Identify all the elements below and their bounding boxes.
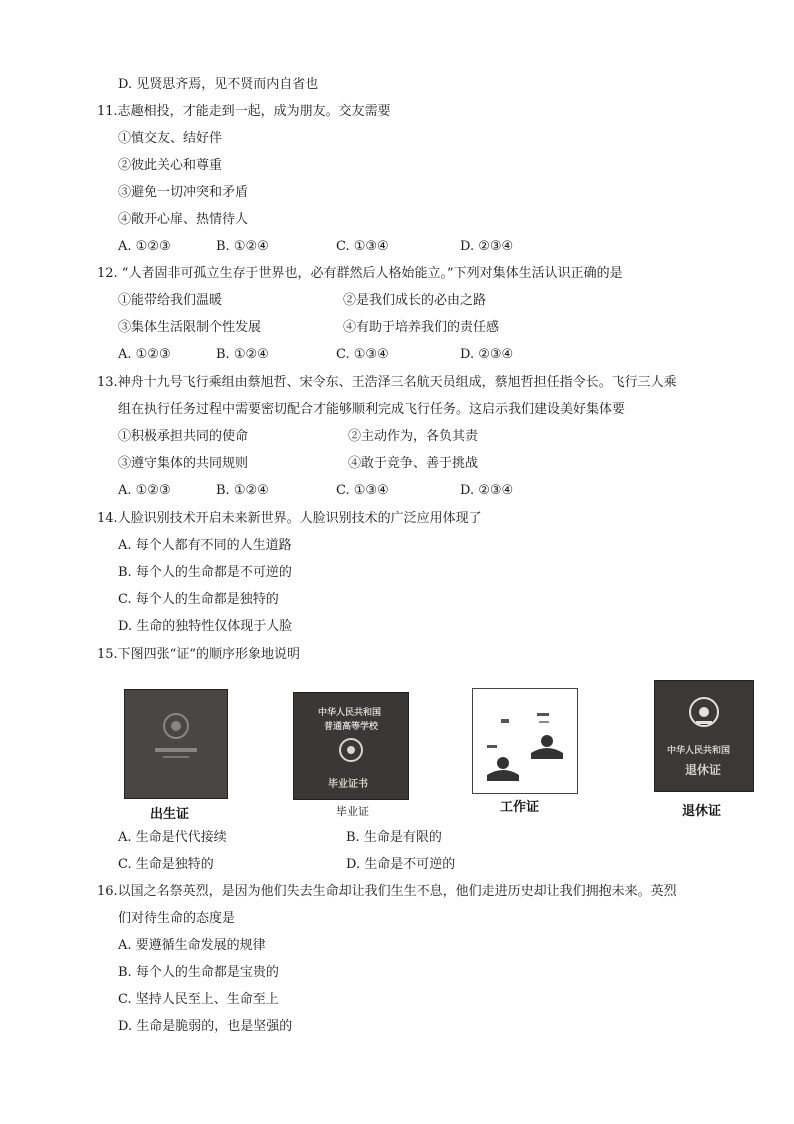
national-emblem-icon	[687, 695, 721, 729]
q12-option-a: A. ①②③	[118, 347, 171, 362]
q14-option-b: B. 每个人的生命都是不可逆的	[118, 565, 292, 580]
work-id-caption: 工作证	[500, 800, 540, 815]
q11-statement-4: ④敞开心扉、热情待人	[118, 212, 249, 227]
q11-statement-3: ③避免一切冲突和矛盾	[118, 185, 249, 200]
question-11: 11.志趣相投，才能走到一起，成为朋友。交友需要	[97, 104, 391, 119]
national-emblem-icon	[338, 737, 364, 763]
graduation-certificate-caption: 毕业证	[336, 805, 369, 818]
q13-statement-2: ②主动作为，各负其责	[348, 429, 479, 444]
question-13-line-1: 13.神舟十九号飞行乘组由蔡旭哲、宋令东、王浩泽三名航天员组成，蔡旭哲担任指令长。飞行三人乘	[97, 375, 677, 390]
q12-statement-4: ④有助于培养我们的责任感	[343, 320, 500, 335]
q13-statement-1: ①积极承担共同的使命	[118, 429, 249, 444]
q16-option-c: C. 坚持人民至上、生命至上	[118, 992, 279, 1007]
question-16-line-1: 16.以国之名祭英烈，是因为他们失去生命却让我们生生不息，他们走进历史却让我们拥抱未来。英烈	[97, 884, 677, 899]
q11-option-a: A. ①②③	[118, 239, 171, 254]
q13-statement-4: ④敢于竞争、善于挑战	[348, 456, 479, 471]
q15-option-b: B. 生命是有限的	[346, 830, 442, 845]
question-15: 15.下图四张“证”的顺序形象地说明	[97, 647, 300, 662]
q12-statement-1: ①能带给我们温暖	[118, 293, 223, 308]
q15-option-c: C. 生命是独特的	[118, 857, 214, 872]
q13-option-d: D. ②③④	[460, 483, 514, 498]
q11-option-b: B. ①②④	[216, 239, 269, 254]
retirement-cover-title: 退休证	[685, 763, 722, 777]
q12-option-b: B. ①②④	[216, 347, 269, 362]
q16-option-d: D. 生命是脆弱的，也是坚强的	[118, 1019, 293, 1034]
work-id-image	[472, 688, 578, 794]
q14-option-a: A. 每个人都有不同的人生道路	[118, 538, 292, 553]
q13-option-b: B. ①②④	[216, 483, 269, 498]
question-13-line-2: 组在执行任务过程中需要密切配合才能够顺利完成飞行任务。这启示我们建设美好集体要	[118, 402, 626, 417]
q12-statement-2: ②是我们成长的必由之路	[343, 293, 487, 308]
question-14: 14.人脸识别技术开启未来新世界。人脸识别技术的广泛应用体现了	[97, 511, 482, 526]
q13-option-a: A. ①②③	[118, 483, 171, 498]
q16-option-b: B. 每个人的生命都是宝贵的	[118, 965, 279, 980]
retirement-certificate-image	[654, 680, 754, 792]
option-d-previous: D. 见贤思齐焉，见不贤而内自省也	[118, 77, 319, 92]
graduation-cover-title: 毕业证书	[328, 779, 368, 790]
q11-statement-1: ①慎交友、结好伴	[118, 131, 223, 146]
q15-option-d: D. 生命是不可逆的	[346, 857, 456, 872]
national-emblem-icon	[125, 690, 227, 798]
retirement-certificate-caption: 退休证	[682, 804, 722, 819]
q11-option-d: D. ②③④	[460, 239, 514, 254]
q12-option-c: C. ①③④	[336, 347, 389, 362]
graduation-certificate-image	[293, 692, 409, 800]
q13-option-c: C. ①③④	[336, 483, 389, 498]
q12-option-d: D. ②③④	[460, 347, 514, 362]
retirement-cover-line-1: 中华人民共和国	[667, 746, 731, 756]
question-16-line-2: 们对待生命的态度是	[118, 911, 236, 926]
q15-option-a: A. 生命是代代接续	[118, 830, 227, 845]
q12-statement-3: ③集体生活限制个性发展	[118, 320, 262, 335]
graduation-cover-line-1: 中华人民共和国	[318, 708, 382, 718]
birth-certificate-caption: 出生证	[150, 807, 190, 822]
q16-option-a: A. 要遵循生命发展的规律	[118, 938, 266, 953]
q13-statement-3: ③遵守集体的共同规则	[118, 456, 249, 471]
work-id-photos-icon	[473, 689, 577, 793]
graduation-cover-line-2: 普通高等学校	[324, 722, 379, 732]
q14-option-d: D. 生命的独特性仅体现于人脸	[118, 619, 293, 634]
q11-statement-2: ②彼此关心和尊重	[118, 158, 223, 173]
birth-certificate-image	[124, 689, 228, 799]
q11-option-c: C. ①③④	[336, 239, 389, 254]
q14-option-c: C. 每个人的生命都是独特的	[118, 592, 279, 607]
question-12: 12. “人者固非可孤立生存于世界也，必有群然后人格始能立。”下列对集体生活认识正确的是	[97, 266, 623, 281]
